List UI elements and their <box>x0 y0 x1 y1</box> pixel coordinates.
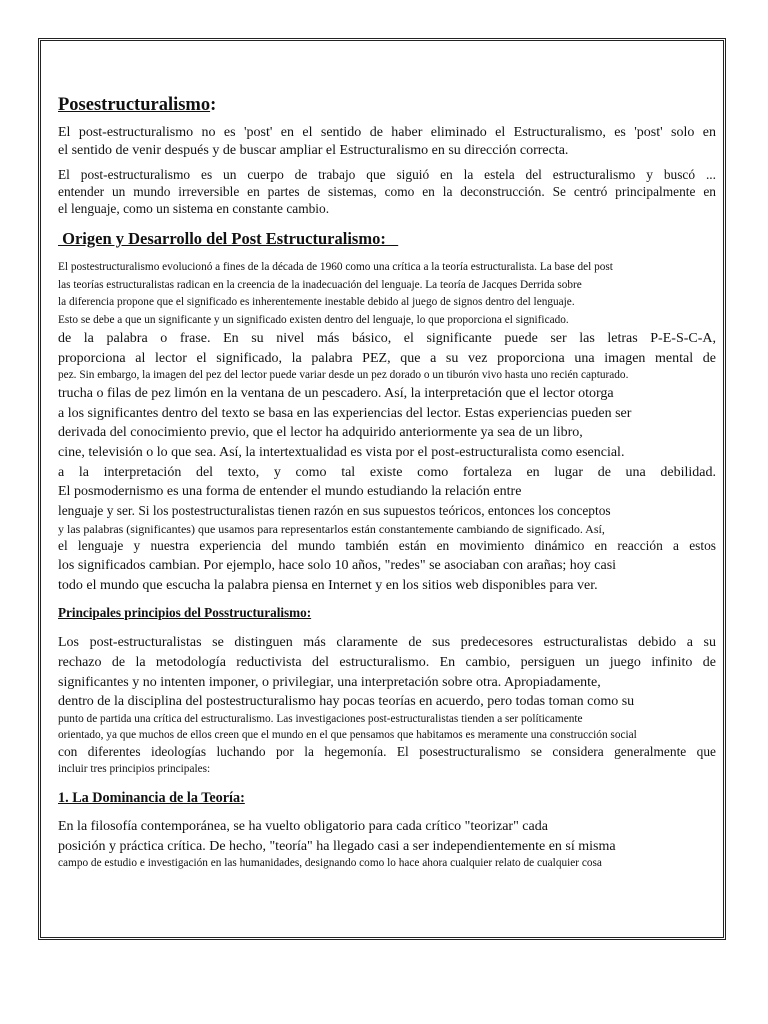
text-line: y las palabras (significantes) que usamos para representarlos están constantemente cambiando de significado. Así, <box>58 521 605 536</box>
text-line: trucha o filas de pez limón en la ventana de un pescadero. Así, la interpretación que el lector otorga <box>58 386 614 402</box>
text-line: a la interpretación del texto, y como tal existe como fortaleza en lugar de una debilidad. <box>58 464 716 480</box>
text-line: rechazo de la metodología reductivista del estructuralismo. En cambio, persiguen un juego infinito de <box>58 654 716 670</box>
text-line: con diferentes ideologías luchando por la hegemonía. El posestructuralismo se considera generalmente que <box>58 744 716 760</box>
section-origen-body <box>58 259 716 595</box>
text-line: cine, televisión o lo que sea. Así, la intertextualidad es vista por el post-estructuralista como esencial. <box>58 445 625 461</box>
text-line: los significados cambian. Por ejemplo, hace solo 10 años, "redes" se asociaban con arañas; hoy casi <box>58 558 617 574</box>
section-heading-origen: Origen y Desarrollo del Post Estructuralismo: <box>58 229 399 249</box>
text-line: En la filosofía contemporánea, se ha vuelto obligatorio para cada crítico "teorizar" cada <box>58 818 548 834</box>
text-line: el lenguaje y nuestra experiencia del mundo también están en movimiento dinámico en reacción a estos <box>58 538 716 554</box>
text-line: todo el mundo que escucha la palabra piensa en Internet y en los sitios web disponibles para ver. <box>58 577 598 593</box>
text-line: entender un mundo irreversible en partes de sistemas, como en la deconstrucción. Se centró principalmente en <box>58 183 716 199</box>
text-line: Esto se debe a que un significante y un significado existen dentro del lenguaje, lo que proporciona el significado. <box>58 313 569 326</box>
text-line: El post-estructuralismo es un cuerpo de trabajo que siguió en la estela del estructuralismo y buscó ... <box>58 167 716 182</box>
text-line: de la palabra o frase. En su nivel más básico, el significante puede ser las letras P-E-S-C-A, <box>58 331 716 347</box>
text-line: punto de partida una crítica del estructuralismo. Las investigaciones post-estructuralistas tienden a ser políticamente <box>58 712 583 725</box>
section-heading-dominancia: 1. La Dominancia de la Teoría: <box>58 789 245 806</box>
text-line: derivada del conocimiento previo, que el lector ha adquirido anteriormente ya sea de un libro, <box>58 425 583 441</box>
text-line: Los post-estructuralistas se distinguen más claramente de sus predecesores estructuralistas debido a su <box>58 635 716 651</box>
text-line: el sentido de venir después y de buscar ampliar el Estructuralismo en su dirección correcta. <box>58 142 569 158</box>
intro-paragraph-1 <box>58 124 716 159</box>
document-title: Posestructuralismo: <box>58 95 217 115</box>
text-line: El post-estructuralismo no es 'post' en el sentido de haber eliminado el Estructuralismo, es 'post' solo en <box>58 125 716 140</box>
intro-paragraph-2 <box>58 167 716 217</box>
text-line: campo de estudio e investigación en las humanidades, designando como lo hace ahora cualquier relato de cualquier cosa <box>58 857 602 870</box>
text-line: pez. Sin embargo, la imagen del pez del lector puede variar desde un pez dorado o un tiburón vivo hasta uno recién capturado. <box>58 369 629 382</box>
text-line: el lenguaje, como un sistema en constante cambio. <box>58 200 330 216</box>
text-line: incluir tres principios principales: <box>58 763 211 776</box>
text-line: dentro de la disciplina del postestructuralismo hay pocas teorías en acuerdo, pero todas toman como su <box>58 694 635 710</box>
text-line: posición y práctica crítica. De hecho, "teoría" ha llegado casi a ser independientemente en sí misma <box>58 838 616 854</box>
text-line: significantes y no intenten imponer, o privilegiar, una interpretación sobre otra. Apropiadamente, <box>58 674 601 690</box>
text-line: lenguaje y ser. Si los postestructuralistas tienen razón en sus supuestos teóricos, entonces los conceptos <box>58 502 611 518</box>
section-principios-body <box>58 633 716 778</box>
text-line: El postestructuralismo evolucionó a fines de la década de 1960 como una crítica a la teoría estructuralista. La base del post <box>58 261 613 274</box>
text-line: El posmodernismo es una forma de entender el mundo estudiando la relación entre <box>58 484 522 500</box>
section-heading-principios: Principales principios del Posstructuralismo: <box>58 605 312 621</box>
text-line: a los significantes dentro del texto se basa en las experiencias del lector. Estas experiencias pueden ser <box>58 405 632 421</box>
section-dominancia-body <box>58 817 716 872</box>
document-body <box>58 95 716 872</box>
text-line: proporciona al lector el significado, la palabra PEZ, que a su vez proporciona una imagen mental de <box>58 350 716 366</box>
text-line: orientado, ya que muchos de ellos creen que el mundo en el que pensamos que habitamos es meramente una construcción social <box>58 728 637 741</box>
text-line: las teorías estructuralistas radican en la creencia de la inadecuación del lenguaje. La teoría de Jacques Derrida sobre <box>58 278 582 291</box>
text-line: la diferencia propone que el significado es inherentemente inestable debido al juego de signos dentro del lenguaje. <box>58 296 575 309</box>
